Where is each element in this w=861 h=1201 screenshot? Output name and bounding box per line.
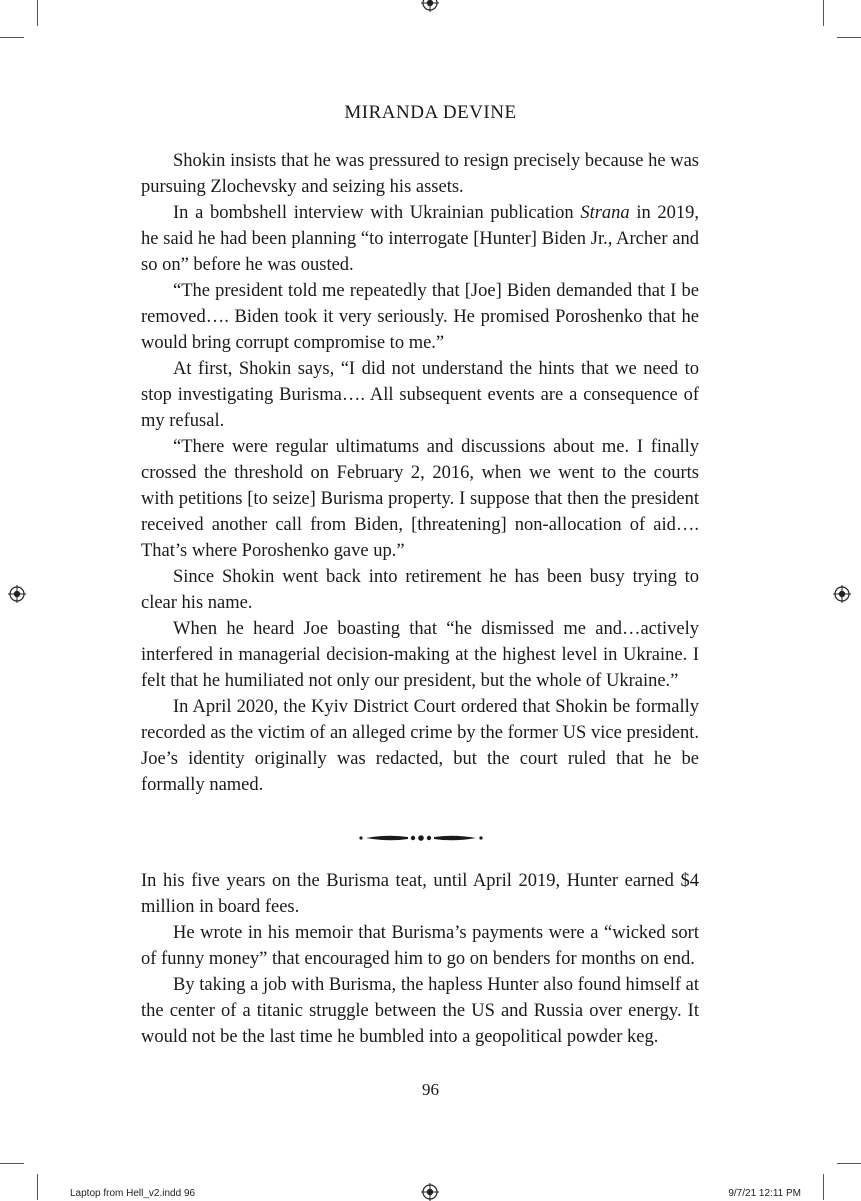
crop-mark (823, 0, 824, 26)
paragraph: “There were regular ultimatums and discussions about me. I finally crossed the threshold on February 2, 2016, when we went to the courts with petitions [to seize] Burisma property. I suppose that then the president received another call from Biden, [threatening] non-allocation of aid…. That’s where Poroshenko gave up.” (141, 437, 699, 561)
crop-mark (0, 1163, 24, 1164)
paragraph: At first, Shokin says, “I did not understand the hints that we need to stop investigating Burisma…. All subsequent events are a consequence of my refusal. (141, 359, 699, 431)
registration-mark-icon (8, 585, 26, 603)
crop-mark (837, 1163, 861, 1164)
page-number: 96 (422, 1080, 439, 1099)
section-break-ornament-icon (358, 831, 484, 845)
paragraph-text: in 2019, he said he had been planning “to interrogate [Hunter] Biden Jr., Archer and so on” before he was ousted. (141, 203, 699, 275)
body-text-section-2 (141, 868, 699, 1050)
slug-datetime: 9/7/21 12:11 PM (728, 1188, 801, 1199)
crop-mark (37, 1174, 38, 1200)
registration-mark-icon (421, 0, 439, 12)
crop-mark (837, 37, 861, 38)
paragraph: In his five years on the Burisma teat, until April 2019, Hunter earned $4 million in board fees. (141, 871, 699, 917)
paragraph: When he heard Joe boasting that “he dismissed me and…actively interfered in managerial decision-making at the highest level in Ukraine. I felt that he humiliated not only our president, but the whole of Ukraine.” (141, 619, 699, 691)
running-head: MIRANDA DEVINE (344, 102, 517, 123)
slug-filename: Laptop from Hell_v2.indd 96 (70, 1188, 196, 1199)
paragraph: He wrote in his memoir that Burisma’s payments were a “wicked sort of funny money” that encouraged him to go on benders for months on end. (141, 923, 699, 969)
body-text (141, 148, 699, 798)
paragraph: In April 2020, the Kyiv District Court ordered that Shokin be formally recorded as the victim of an alleged crime by the former US vice president. Joe’s identity originally was redacted, but the court ruled that he be formally named. (141, 697, 699, 795)
paragraph: By taking a job with Burisma, the hapless Hunter also found himself at the center of a titanic struggle between the US and Russia over energy. It would not be the last time he bumbled into a geopolitical powder keg. (141, 975, 699, 1047)
paragraph-text: In a bombshell interview with Ukrainian publication (173, 203, 581, 223)
crop-mark (0, 37, 24, 38)
paragraph: “The president told me repeatedly that [Joe] Biden demanded that I be removed…. Biden took it very seriously. He promised Poroshenko that he would bring corrupt compromise to me.” (141, 281, 699, 353)
paragraph: Since Shokin went back into retirement he has been busy trying to clear his name. (141, 567, 699, 613)
registration-mark-icon (421, 1183, 439, 1201)
crop-mark (823, 1174, 824, 1200)
paragraph: Shokin insists that he was pressured to resign precisely because he was pursuing Zlochevsky and seizing his assets. (141, 151, 699, 197)
crop-mark (37, 0, 38, 26)
publication-title: Strana (580, 203, 630, 223)
paragraph (141, 200, 699, 278)
registration-mark-icon (833, 585, 851, 603)
